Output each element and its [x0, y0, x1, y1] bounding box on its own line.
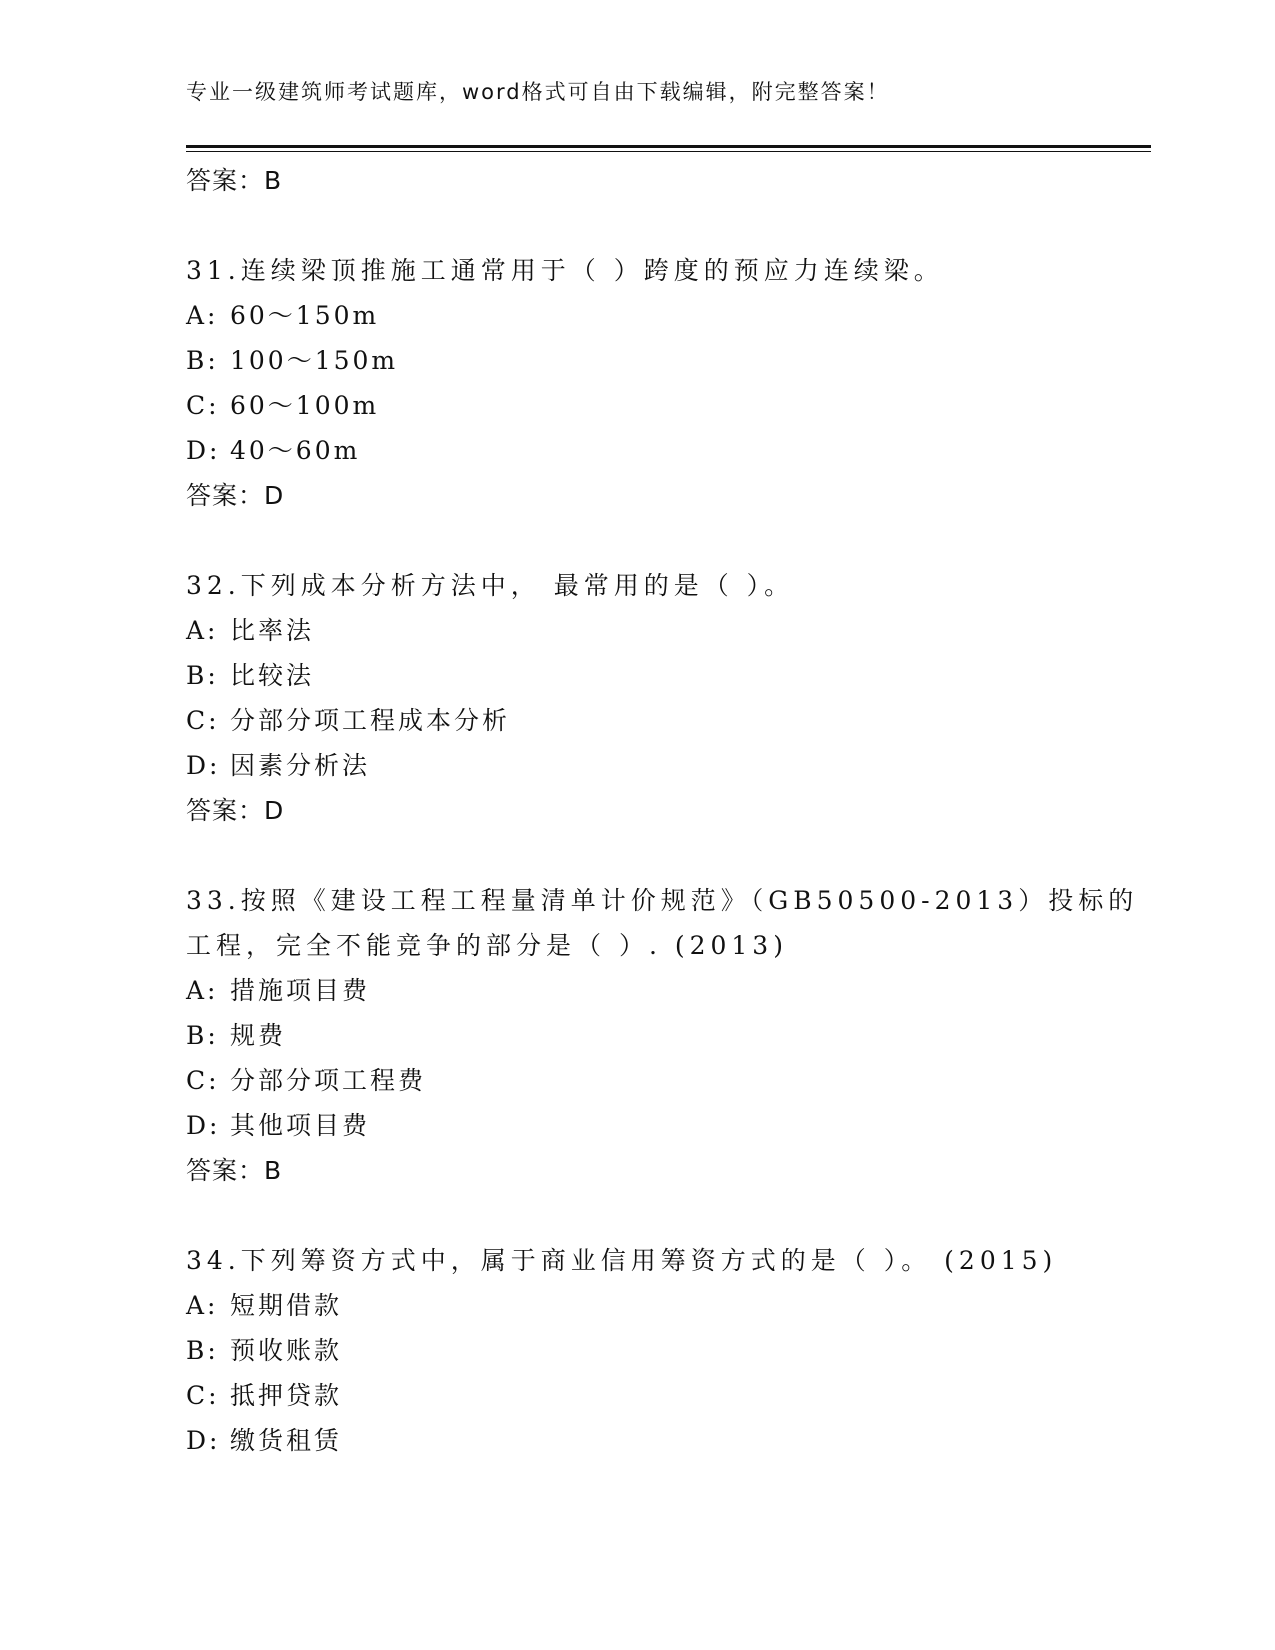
option-label: C:	[186, 391, 220, 420]
option-c	[186, 1058, 1151, 1103]
answer-prefix: 答案：	[186, 1156, 265, 1185]
option-d	[186, 743, 1151, 788]
option-b	[186, 653, 1151, 698]
option-label: B:	[186, 346, 219, 375]
option-label: A:	[186, 301, 219, 330]
question-32	[186, 563, 1151, 833]
option-a	[186, 1283, 1151, 1328]
option-d	[186, 428, 1151, 473]
answer-prefix: 答案：	[186, 481, 265, 510]
answer-line	[186, 788, 1151, 833]
answer-value: B	[264, 1156, 283, 1185]
option-text: 抵押贷款	[230, 1381, 343, 1410]
answer-prefix: 答案：	[186, 166, 265, 195]
question-stem: 34.下列筹资方式中，属于商业信用筹资方式的是（ ）。 (2015)	[186, 1246, 1058, 1275]
option-a	[186, 293, 1151, 338]
question-33	[186, 878, 1151, 1193]
option-text: 预收账款	[230, 1336, 343, 1365]
option-label: B:	[186, 661, 219, 690]
option-c	[186, 383, 1151, 428]
option-label: D:	[186, 1426, 221, 1455]
option-c	[186, 698, 1151, 743]
option-text: 缴货租赁	[230, 1426, 343, 1455]
option-label: D:	[186, 436, 221, 465]
option-text: 60～100m	[230, 391, 380, 420]
question-34	[186, 1238, 1151, 1463]
option-label: D:	[186, 1111, 221, 1140]
question-stem: 31.连续梁顶推施工通常用于（ ）跨度的预应力连续梁。	[186, 256, 944, 285]
option-text: 60～150m	[230, 301, 380, 330]
option-text: 短期借款	[230, 1291, 343, 1320]
option-label: A:	[186, 1291, 219, 1320]
answer-line	[186, 473, 1151, 518]
answer-line	[186, 158, 1151, 203]
question-31	[186, 248, 1151, 518]
option-b	[186, 1013, 1151, 1058]
option-label: B:	[186, 1336, 219, 1365]
header-rule-thin	[186, 151, 1151, 152]
header-note: 专业一级建筑师考试题库，word格式可自由下载编辑，附完整答案！	[186, 80, 890, 104]
option-b	[186, 1328, 1151, 1373]
answer-prefix: 答案：	[186, 796, 265, 825]
option-label: A:	[186, 616, 219, 645]
option-label: C:	[186, 706, 220, 735]
option-text: 比较法	[230, 661, 315, 690]
answer-value: B	[264, 166, 283, 195]
option-text: 比率法	[230, 616, 315, 645]
option-text: 分部分项工程成本分析	[230, 706, 511, 735]
option-text: 分部分项工程费	[230, 1066, 427, 1095]
answer-value: D	[264, 796, 285, 825]
question-stem: 32.下列成本分析方法中， 最常用的是（ ）。	[186, 571, 795, 600]
option-label: D:	[186, 751, 221, 780]
option-b	[186, 338, 1151, 383]
option-text: 因素分析法	[230, 751, 371, 780]
option-d	[186, 1103, 1151, 1148]
option-text: 100～150m	[230, 346, 399, 375]
question-list	[186, 158, 1151, 1463]
option-label: C:	[186, 1381, 220, 1410]
option-label: A:	[186, 976, 219, 1005]
answer-line	[186, 1148, 1151, 1193]
answer-value: D	[264, 481, 285, 510]
header-rule	[186, 145, 1151, 148]
option-label: C:	[186, 1066, 220, 1095]
option-d	[186, 1418, 1151, 1463]
option-c	[186, 1373, 1151, 1418]
question-stem: 33.按照《建设工程工程量清单计价规范》（GB50500-2013）投标的工程，完全不能竞争的部分是（ ）. (2013)	[186, 886, 1139, 960]
option-text: 其他项目费	[230, 1111, 371, 1140]
option-label: B:	[186, 1021, 219, 1050]
option-a	[186, 608, 1151, 653]
option-text: 规费	[230, 1021, 287, 1050]
option-text: 40～60m	[230, 436, 361, 465]
option-a	[186, 968, 1151, 1013]
option-text: 措施项目费	[230, 976, 371, 1005]
